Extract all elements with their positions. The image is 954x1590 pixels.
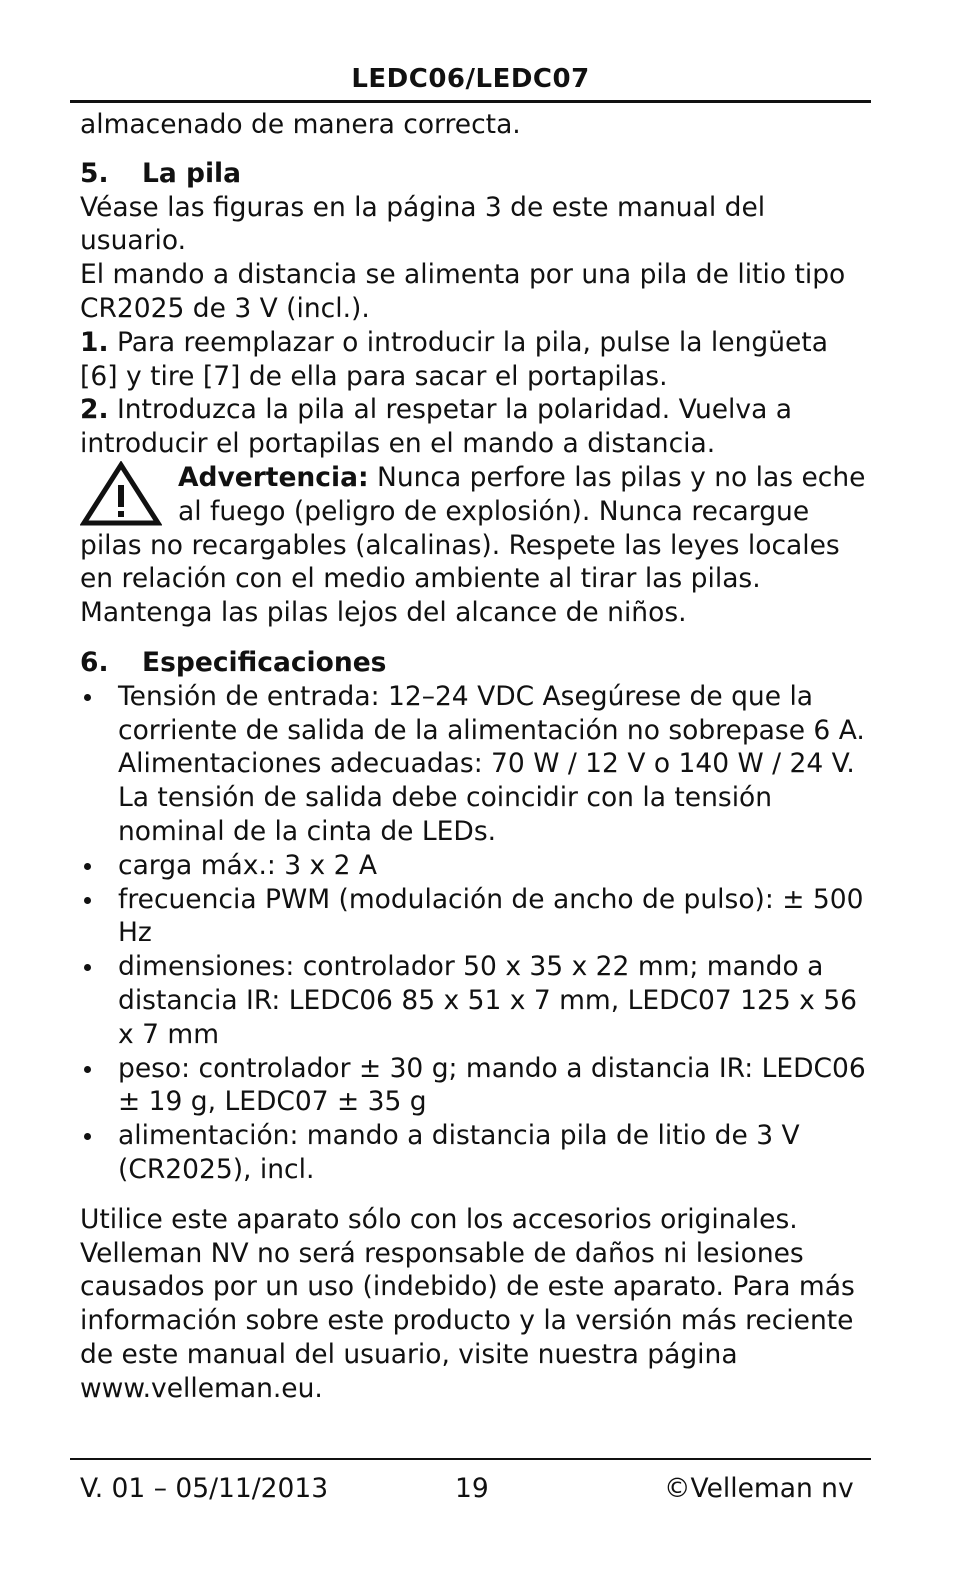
footer-divider: [70, 1458, 871, 1460]
section-5-title: La pila: [142, 157, 242, 189]
section-5-para-1: Véase las figuras en la página 3 de este manual del usuario.: [80, 191, 766, 257]
step-2-number: 2.: [80, 394, 109, 426]
step-2-text: Introduzca la pila al respetar la polaridad. Vuelva a introducir el portapilas en el mando a distancia.: [80, 394, 793, 460]
warning-label: Advertencia:: [178, 461, 369, 493]
spec-item: Tensión de entrada: 12–24 VDC Asegúrese de que la corriente de salida de la alimentación no sobrepase 6 A. Alimentaciones adecuadas: 70 W / 12 V o 140 W / 24 V. La tensión de salida debe coincidir con la tensión nominal de la cinta de LEDs.: [80, 680, 870, 849]
section-6-title: Especificaciones: [142, 646, 387, 678]
warning-paragraph: [80, 461, 870, 630]
section-5-para-2: El mando a distancia se alimenta por una pila de litio tipo CR2025 de 3 V (incl.).: [80, 259, 846, 324]
header-divider: [70, 100, 871, 103]
section-6-number: 6.: [80, 646, 109, 678]
warning-text: Nunca perfore las pilas y no las eche al fuego (peligro de explosión). Nunca recargue pilas no recargables (alcalinas). Respete las leyes locales en relación con el medio ambiente al tirar las pilas. Mantenga las pilas lejos del alcance de niños.: [80, 461, 866, 629]
footer-page-number: 19: [455, 1473, 489, 1504]
page-content: [80, 108, 870, 1405]
section-5-step-2: [80, 393, 870, 461]
step-1-text: Para reemplazar o introducir la pila, pulse la lengüeta [6] y tire [7] de ella para sacar el portapilas.: [80, 326, 828, 392]
section-5-heading: [80, 157, 870, 191]
spec-list: [80, 680, 870, 1187]
section-5-step-1: [80, 326, 870, 394]
spec-item: frecuencia PWM (modulación de ancho de pulso): ± 500 Hz: [80, 883, 870, 951]
page-header-title: LEDC06/LEDC07: [351, 64, 590, 94]
closing-paragraph: Utilice este aparato sólo con los accesorios originales. Velleman NV no será responsable de daños ni lesiones causados por un uso (indebido) de este aparato. Para más información sobre este producto y la versión más reciente de este manual del usuario, visite nuestra página www.velleman.eu.: [80, 1203, 855, 1404]
footer-copyright: ©Velleman nv: [664, 1473, 854, 1504]
warning-triangle-icon: [80, 461, 162, 527]
intro-line: almacenado de manera correcta.: [80, 109, 521, 140]
spec-item: peso: controlador ± 30 g; mando a distancia IR: LEDC06 ± 19 g, LEDC07 ± 35 g: [80, 1052, 870, 1120]
section-6-heading: [80, 646, 870, 680]
warning-block: [80, 461, 870, 630]
section-5-number: 5.: [80, 157, 109, 189]
spec-item: carga máx.: 3 x 2 A: [80, 849, 870, 883]
footer-version: V. 01 – 05/11/2013: [80, 1473, 329, 1504]
step-1-number: 1.: [80, 326, 109, 358]
spec-item: dimensiones: controlador 50 x 35 x 22 mm; mando a distancia IR: LEDC06 85 x 51 x 7 mm, LEDC07 125 x 56 x 7 mm: [80, 950, 870, 1051]
spec-item: alimentación: mando a distancia pila de litio de 3 V (CR2025), incl.: [80, 1119, 870, 1187]
